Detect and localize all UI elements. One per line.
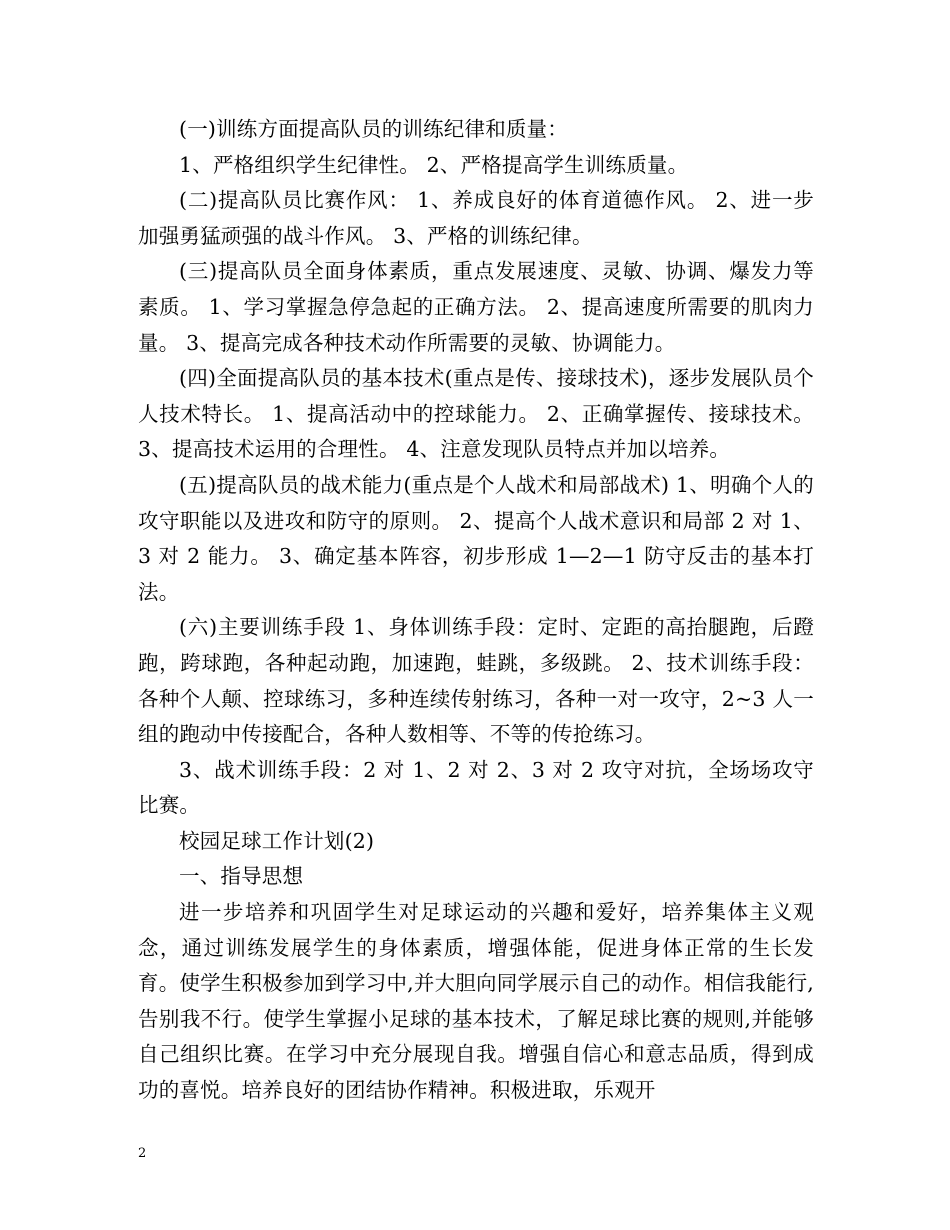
paragraph-section-heading: 一、指导思想 <box>179 864 304 889</box>
paragraph-training-methods: (六)主要训练手段 1、身体训练手段：定时、定距的高抬腿跑，后蹬跑，跨球跑，各种起动跑，加速跑，蛙跳，多级跳。 2、技术训练手段：各种个人颠、控球练习，多种连续传射练习，各种一对一攻守，2~3 人一组的跑动中传接配合，各种人数相等、不等的传抢练习。 <box>138 615 814 747</box>
paragraph-plan-title: 校园足球工作计划(2) <box>179 828 375 853</box>
page-number: 2 <box>138 1146 147 1161</box>
paragraph-tactical-training: 3、战术训练手段：2 对 1、2 对 2、3 对 2 攻守对抗，全场场攻守比赛。 <box>138 757 814 818</box>
paragraph-training-discipline-heading: (一)训练方面提高队员的训练纪律和质量： <box>179 117 568 141</box>
paragraph-training-discipline-items: 1、严格组织学生纪律性。 2、严格提高学生训练质量。 <box>179 152 689 177</box>
paragraph-guiding-ideology: 进一步培养和巩固学生对足球运动的兴趣和爱好，培养集体主义观念，通过训练发展学生的身体素质，增强体能，促进身体正常的生长发育。使学生积极参加到学习中,并大胆向同学展示自己的动作。相信我能行,告别我不行。使学生掌握小足球的基本技术，了解足球比赛的规则,并能够自己组织比赛。在学习中充分展现自我。增强自信心和意志品质，得到成功的喜悦。培养良好的团结协作精神。积极进取，乐观开 <box>138 900 814 1103</box>
paragraph-physical-quality: (三)提高队员全面身体素质，重点发展速度、灵敏、协调、爆发力等素质。 1、学习掌握急停急起的正确方法。 2、提高速度所需要的肌肉力量。 3、提高完成各种技术动作所需要的灵敏、协调能力。 <box>138 259 814 355</box>
paragraph-basic-technique: (四)全面提高队员的基本技术(重点是传、接球技术)，逐步发展队员个人技术特长。 1、提高活动中的控球能力。 2、正确掌握传、接球技术。 3、提高技术运用的合理性。 4、注意发现队员特点并加以培养。 <box>138 366 814 462</box>
paragraph-tactics: (五)提高队员的战术能力(重点是个人战术和局部战术) 1、明确个人的攻守职能以及进攻和防守的原则。 2、提高个人战术意识和局部 2 对 1、3 对 2 能力。 3、确定基本阵容，初步形成 1—2—1 防守反击的基本打法。 <box>138 472 814 604</box>
paragraph-match-style: (二)提高队员比赛作风： 1、养成良好的体育道德作风。 2、进一步加强勇猛顽强的战斗作风。 3、严格的训练纪律。 <box>138 188 814 248</box>
document-body <box>138 112 814 1109</box>
